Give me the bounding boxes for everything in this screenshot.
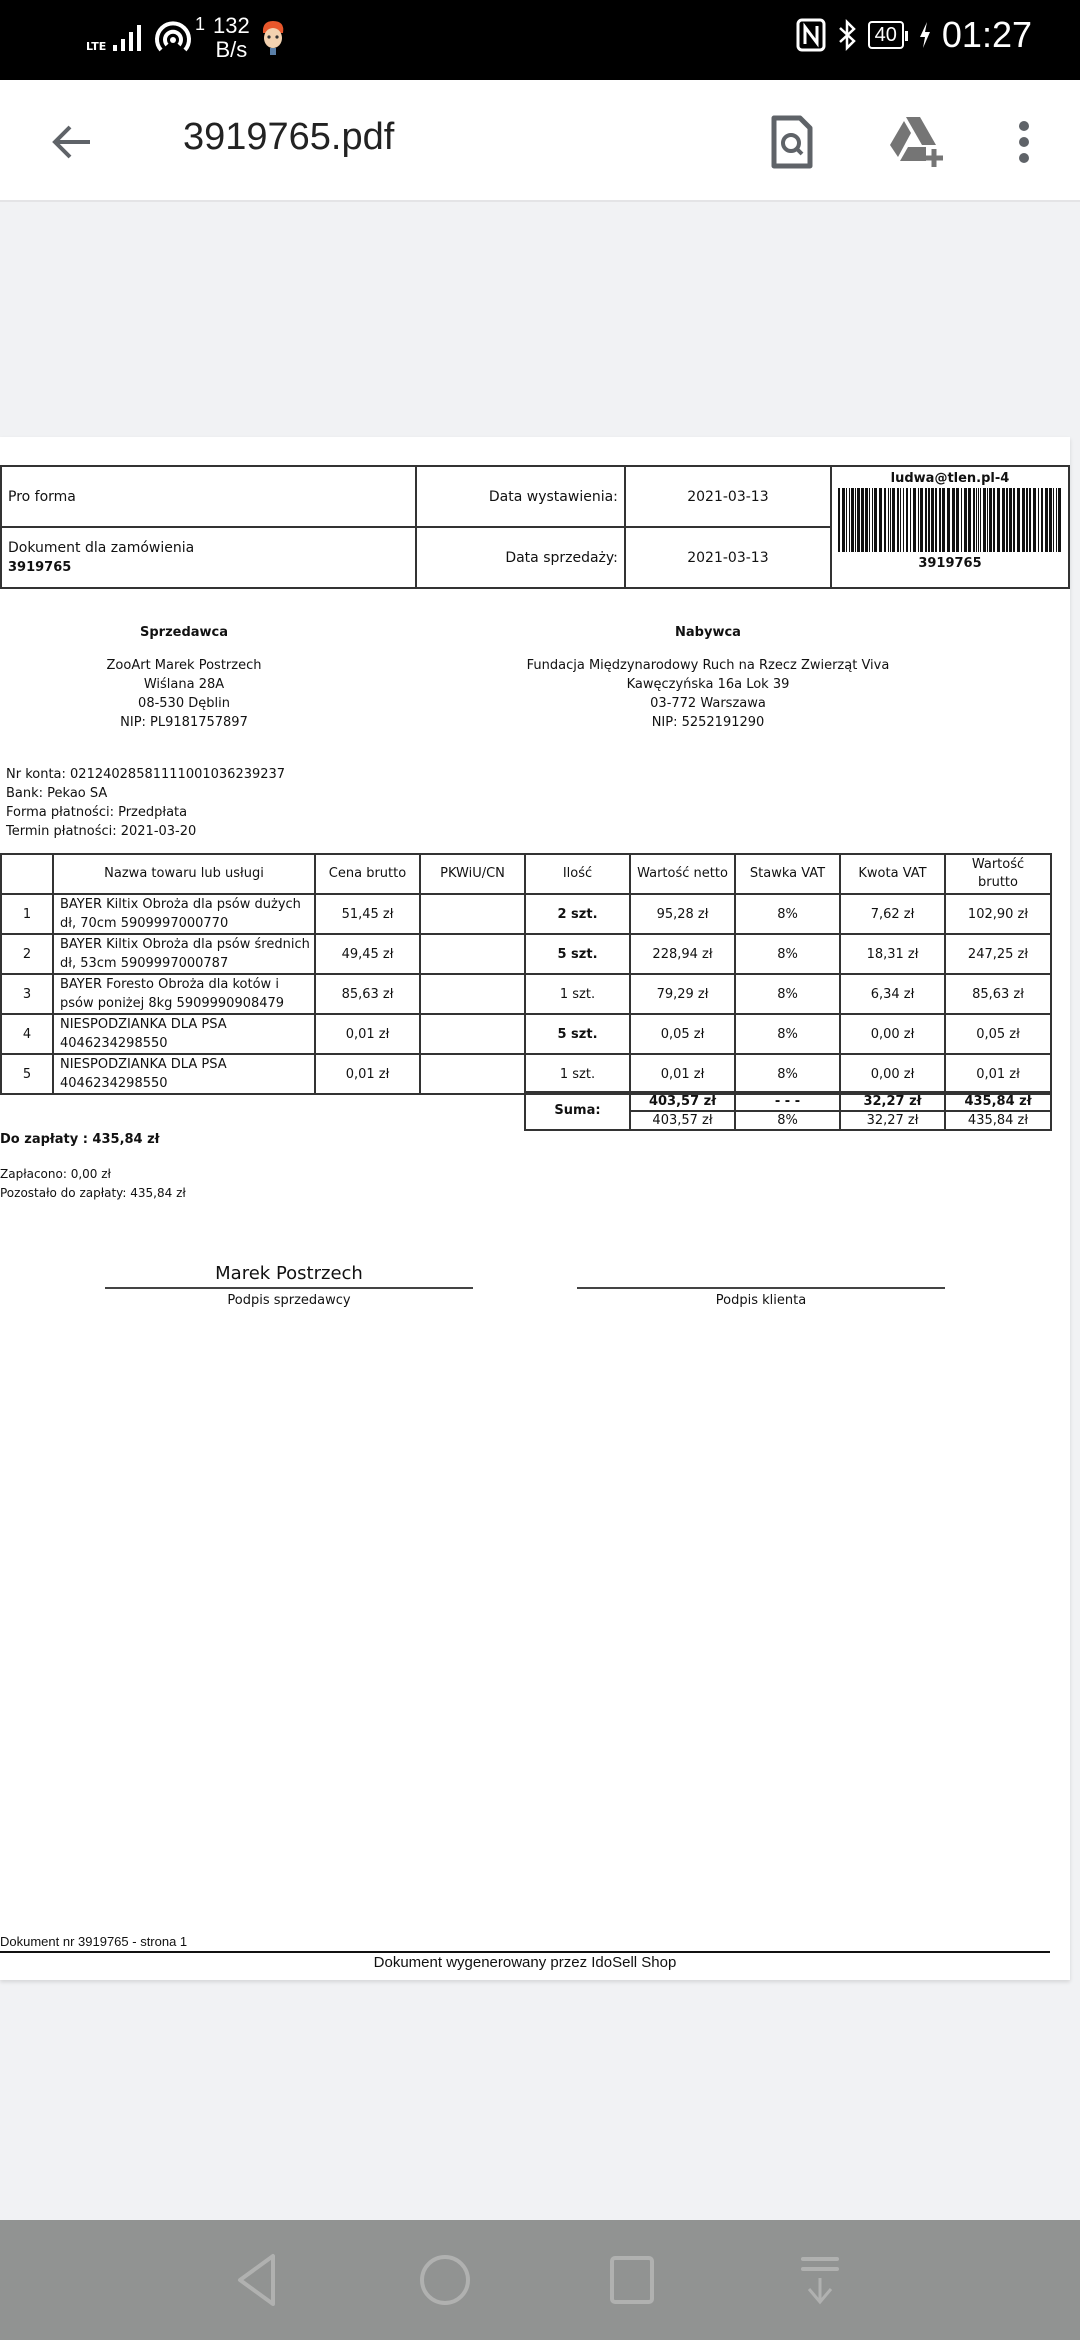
barcode-bar bbox=[857, 488, 860, 552]
barcode-bar bbox=[874, 488, 877, 552]
seller-signature-caption: Podpis sprzedawcy bbox=[227, 1293, 351, 1308]
row-qty: 5 szt. bbox=[525, 934, 630, 974]
client-signature-caption: Podpis klienta bbox=[715, 1293, 807, 1308]
buyer-street: Kawęczyńska 16a Lok 39 bbox=[626, 677, 790, 692]
barcode-bar bbox=[861, 488, 864, 552]
summary-total-vat-rate: - - - bbox=[735, 1092, 840, 1111]
col-qty: Ilość bbox=[525, 854, 630, 894]
barcode-bar bbox=[1009, 488, 1012, 552]
bank-name: Bank: Pekao SA bbox=[6, 786, 108, 801]
barcode-bar bbox=[1058, 488, 1061, 552]
barcode-bar bbox=[865, 488, 868, 552]
barcode-bar bbox=[913, 488, 916, 552]
charging-icon bbox=[918, 20, 932, 50]
row-vat-rate: 8% bbox=[735, 1054, 840, 1094]
row-vat-amount: 6,34 zł bbox=[840, 974, 945, 1014]
signal-bars-icon bbox=[111, 23, 145, 53]
client-signature-name bbox=[577, 1263, 945, 1287]
speed-value: 132 bbox=[213, 13, 250, 38]
file-title: 3919765.pdf bbox=[183, 116, 395, 158]
barcode-bar bbox=[884, 488, 886, 552]
row-vat-rate: 8% bbox=[735, 1014, 840, 1054]
barcode-bar bbox=[935, 488, 937, 552]
barcode-bar bbox=[968, 488, 971, 552]
barcode-bar bbox=[987, 488, 988, 552]
barcode-bar bbox=[978, 488, 979, 552]
row-gross: 0,05 zł bbox=[945, 1014, 1051, 1054]
table-row bbox=[1, 1014, 1051, 1054]
barcode-bar bbox=[838, 488, 840, 552]
barcode-bar bbox=[964, 488, 967, 552]
barcode-bar bbox=[1006, 488, 1008, 552]
row-net: 95,28 zł bbox=[630, 894, 735, 934]
barcode-bar bbox=[1017, 488, 1020, 552]
row-vat-amount: 0,00 zł bbox=[840, 1054, 945, 1094]
nav-back-icon bbox=[235, 2252, 279, 2308]
row-net: 228,94 zł bbox=[630, 934, 735, 974]
row-lp: 4 bbox=[1, 1014, 53, 1054]
row-pkwiu bbox=[420, 1054, 525, 1094]
barcode-bar bbox=[1056, 488, 1057, 552]
row-gross: 247,25 zł bbox=[945, 934, 1051, 974]
seller-signature-name: Marek Postrzech bbox=[215, 1263, 363, 1284]
amount-remaining: Pozostało do zapłaty: 435,84 zł bbox=[0, 1186, 186, 1200]
document-type-title: Pro forma bbox=[1, 466, 416, 527]
back-arrow-icon bbox=[48, 118, 96, 166]
payment-due-date: Termin płatności: 2021-03-20 bbox=[6, 824, 197, 839]
summary-total-gross: 435,84 zł bbox=[945, 1092, 1051, 1111]
row-qty: 2 szt. bbox=[525, 894, 630, 934]
payment-status bbox=[0, 1165, 186, 1203]
signature-line bbox=[105, 1287, 473, 1289]
barcode-bar bbox=[947, 488, 950, 552]
issue-date-value: 2021-03-13 bbox=[625, 466, 831, 527]
barcode-bar bbox=[872, 488, 873, 552]
row-lp: 5 bbox=[1, 1054, 53, 1094]
barcode-bar bbox=[842, 488, 845, 552]
sale-date-value: 2021-03-13 bbox=[625, 527, 831, 588]
barcode-bar bbox=[851, 488, 854, 552]
order-reference bbox=[1, 527, 416, 588]
order-label: Dokument dla zamówienia bbox=[8, 539, 195, 556]
seller-signature bbox=[105, 1263, 473, 1308]
sale-date-label: Data sprzedaży: bbox=[416, 527, 625, 588]
barcode-bar bbox=[956, 488, 959, 552]
barcode-bar bbox=[976, 488, 977, 552]
summary-rate-vat-rate: 8% bbox=[735, 1111, 840, 1130]
document-search-icon bbox=[768, 114, 816, 170]
col-gross: Wartość brutto bbox=[945, 854, 1051, 894]
footer-generated-by: Dokument wygenerowany przez IdoSell Shop bbox=[373, 1954, 677, 1971]
barcode-bar bbox=[931, 488, 934, 552]
save-to-drive-button[interactable] bbox=[884, 110, 948, 174]
barcode-bar bbox=[855, 488, 856, 552]
row-vat-amount: 7,62 zł bbox=[840, 894, 945, 934]
barcode-bar bbox=[980, 488, 981, 552]
barcode-bar bbox=[961, 488, 962, 552]
barcode-number: 3919765 bbox=[918, 556, 982, 571]
document-header-table bbox=[0, 465, 1070, 589]
barcode-bar bbox=[906, 488, 908, 552]
row-name: BAYER Kiltix Obroża dla psów dużych dł, 70cm 5909997000770 bbox=[53, 894, 315, 934]
seller-street: Wiślana 28A bbox=[143, 677, 225, 692]
issue-date-label: Data wystawienia: bbox=[416, 466, 625, 527]
mascot-notification-icon bbox=[258, 19, 288, 57]
summary-rate-gross: 435,84 zł bbox=[945, 1111, 1051, 1130]
row-vat-rate: 8% bbox=[735, 974, 840, 1014]
barcode-bar bbox=[890, 488, 891, 552]
barcode-bar bbox=[920, 488, 923, 552]
row-gross: 102,90 zł bbox=[945, 894, 1051, 934]
barcode-bar bbox=[925, 488, 927, 552]
row-net: 0,01 zł bbox=[630, 1054, 735, 1094]
buyer-block bbox=[508, 623, 908, 732]
items-header-row bbox=[1, 854, 1051, 894]
network-speed bbox=[213, 14, 250, 62]
seller-heading: Sprzedawca bbox=[139, 625, 229, 640]
nav-back-button[interactable] bbox=[222, 2250, 292, 2310]
sim-indicator: 1 bbox=[195, 14, 206, 34]
summary-total-net: 403,57 zł bbox=[630, 1092, 735, 1111]
bluetooth-icon bbox=[836, 18, 858, 52]
row-pkwiu bbox=[420, 1014, 525, 1054]
lte-signal-icon bbox=[86, 23, 145, 53]
order-number: 3919765 bbox=[8, 559, 72, 575]
barcode-bar bbox=[900, 488, 901, 552]
barcode-bar bbox=[897, 488, 899, 552]
barcode-bar bbox=[869, 488, 870, 552]
row-net: 79,29 zł bbox=[630, 974, 735, 1014]
summary-table bbox=[524, 1091, 1052, 1131]
barcode-bar bbox=[928, 488, 930, 552]
barcode-bar bbox=[997, 488, 1000, 552]
signature-line bbox=[577, 1287, 945, 1289]
items-table bbox=[0, 853, 1052, 1095]
nav-recents-icon bbox=[608, 2254, 656, 2306]
row-lp: 2 bbox=[1, 934, 53, 974]
row-qty: 1 szt. bbox=[525, 974, 630, 1014]
barcode-bar bbox=[910, 488, 911, 552]
barcode-bar bbox=[1002, 488, 1005, 552]
buyer-name: Fundacja Międzynarodowy Ruch na Rzecz Zwierząt Viva bbox=[526, 658, 890, 673]
nav-home-button[interactable] bbox=[410, 2250, 480, 2310]
barcode-bar bbox=[892, 488, 895, 552]
row-name: NIESPODZIANKA DLA PSA 4046234298550 bbox=[53, 1054, 315, 1094]
barcode-bar bbox=[903, 488, 904, 552]
summary-rate-net: 403,57 zł bbox=[630, 1111, 735, 1130]
row-lp: 3 bbox=[1, 974, 53, 1014]
buyer-nip: NIP: 5252191290 bbox=[651, 715, 765, 730]
status-left bbox=[86, 14, 288, 62]
barcode-email: ludwa@tlen.pl-4 bbox=[890, 471, 1010, 486]
col-pkwiu: PKWiU/CN bbox=[420, 854, 525, 894]
nfc-icon bbox=[796, 18, 826, 52]
row-name: NIESPODZIANKA DLA PSA 4046234298550 bbox=[53, 1014, 315, 1054]
buyer-city: 03-772 Warszawa bbox=[650, 696, 766, 711]
row-price: 51,45 zł bbox=[315, 894, 420, 934]
barcode-cell bbox=[831, 466, 1069, 588]
amount-paid: Zapłacono: 0,00 zł bbox=[0, 1167, 111, 1181]
summary-label: Suma: bbox=[525, 1092, 630, 1130]
footer-divider bbox=[0, 1951, 1050, 1953]
row-price: 49,45 zł bbox=[315, 934, 420, 974]
barcode-bar bbox=[1013, 488, 1015, 552]
row-vat-rate: 8% bbox=[735, 894, 840, 934]
barcode-bar bbox=[846, 488, 847, 552]
find-in-document-button[interactable] bbox=[760, 110, 824, 174]
seller-city: 08-530 Dęblin bbox=[138, 696, 230, 711]
barcode-bar bbox=[939, 488, 941, 552]
barcode-bar bbox=[849, 488, 850, 552]
barcode-bar bbox=[1033, 488, 1036, 552]
barcode-bar bbox=[989, 488, 992, 552]
footer-page-number: Dokument nr 3919765 - strona 1 bbox=[0, 1934, 188, 1949]
col-vat-amount: Kwota VAT bbox=[840, 854, 945, 894]
barcode-bar bbox=[993, 488, 995, 552]
barcode-bar bbox=[942, 488, 945, 552]
barcode-bar bbox=[1038, 488, 1039, 552]
row-price: 0,01 zł bbox=[315, 1014, 420, 1054]
seller-nip: NIP: PL9181757897 bbox=[120, 715, 248, 730]
barcode-bar bbox=[1026, 488, 1028, 552]
summary-total-vat: 32,27 zł bbox=[840, 1092, 945, 1111]
row-pkwiu bbox=[420, 894, 525, 934]
payment-method: Forma płatności: Przedpłata bbox=[6, 805, 188, 820]
app-bar bbox=[0, 80, 1080, 202]
row-price: 85,63 zł bbox=[315, 974, 420, 1014]
nav-hide-icon bbox=[798, 2254, 842, 2306]
barcode bbox=[838, 488, 1062, 552]
row-gross: 85,63 zł bbox=[945, 974, 1051, 1014]
nav-home-icon bbox=[417, 2252, 473, 2308]
bank-account: Nr konta: 02124028581111001036239237 bbox=[6, 767, 286, 782]
table-row bbox=[1, 934, 1051, 974]
col-lp bbox=[1, 854, 53, 894]
barcode-bar bbox=[1049, 488, 1052, 552]
col-name: Nazwa towaru lub usługi bbox=[53, 854, 315, 894]
barcode-bar bbox=[1045, 488, 1048, 552]
col-price: Cena brutto bbox=[315, 854, 420, 894]
row-qty: 1 szt. bbox=[525, 1054, 630, 1094]
barcode-bar bbox=[1041, 488, 1043, 552]
table-row bbox=[1, 974, 1051, 1014]
col-vat-rate: Stawka VAT bbox=[735, 854, 840, 894]
barcode-bar bbox=[1022, 488, 1025, 552]
barcode-bar bbox=[1053, 488, 1054, 552]
pdf-page[interactable] bbox=[0, 437, 1070, 1980]
nav-recents-button[interactable] bbox=[597, 2250, 667, 2310]
barcode-bar bbox=[888, 488, 889, 552]
row-vat-amount: 0,00 zł bbox=[840, 1014, 945, 1054]
row-qty: 5 szt. bbox=[525, 1014, 630, 1054]
amount-due: Do zapłaty : 435,84 zł bbox=[0, 1132, 160, 1147]
row-name: BAYER Kiltix Obroża dla psów średnich dł, 53cm 5909997000787 bbox=[53, 934, 315, 974]
more-options-button[interactable] bbox=[992, 110, 1056, 174]
hotspot-icon bbox=[153, 20, 193, 56]
nav-hide-button[interactable] bbox=[785, 2250, 855, 2310]
speed-unit: B/s bbox=[215, 37, 248, 62]
battery-indicator: 40 bbox=[868, 21, 904, 49]
barcode-bar bbox=[983, 488, 986, 552]
buyer-heading: Nabywca bbox=[675, 625, 741, 640]
more-vert-icon bbox=[1016, 118, 1032, 166]
clock: 01:27 bbox=[941, 14, 1032, 55]
barcode-bar bbox=[879, 488, 882, 552]
system-nav-bar bbox=[0, 2220, 1080, 2340]
row-gross: 0,01 zł bbox=[945, 1054, 1051, 1094]
seller-block bbox=[34, 623, 334, 732]
barcode-bar bbox=[1029, 488, 1031, 552]
status-bar bbox=[0, 0, 1080, 80]
table-row bbox=[1, 1054, 1051, 1094]
row-vat-amount: 18,31 zł bbox=[840, 934, 945, 974]
network-type: LTE bbox=[86, 40, 107, 53]
row-price: 0,01 zł bbox=[315, 1054, 420, 1094]
col-net: Wartość netto bbox=[630, 854, 735, 894]
drive-add-icon bbox=[886, 115, 946, 169]
barcode-bar bbox=[973, 488, 975, 552]
payment-info bbox=[6, 765, 285, 841]
seller-name: ZooArt Marek Postrzech bbox=[106, 658, 262, 673]
row-name: BAYER Foresto Obroża dla kotów i psów poniżej 8kg 5909990908479 bbox=[53, 974, 315, 1014]
status-right bbox=[796, 14, 1032, 56]
row-pkwiu bbox=[420, 934, 525, 974]
summary-rate-vat: 32,27 zł bbox=[840, 1111, 945, 1130]
client-signature bbox=[577, 1263, 945, 1308]
barcode-bar bbox=[952, 488, 955, 552]
table-row bbox=[1, 894, 1051, 934]
back-button[interactable] bbox=[40, 110, 104, 174]
row-net: 0,05 zł bbox=[630, 1014, 735, 1054]
row-vat-rate: 8% bbox=[735, 934, 840, 974]
barcode-bar bbox=[918, 488, 919, 552]
row-lp: 1 bbox=[1, 894, 53, 934]
row-pkwiu bbox=[420, 974, 525, 1014]
